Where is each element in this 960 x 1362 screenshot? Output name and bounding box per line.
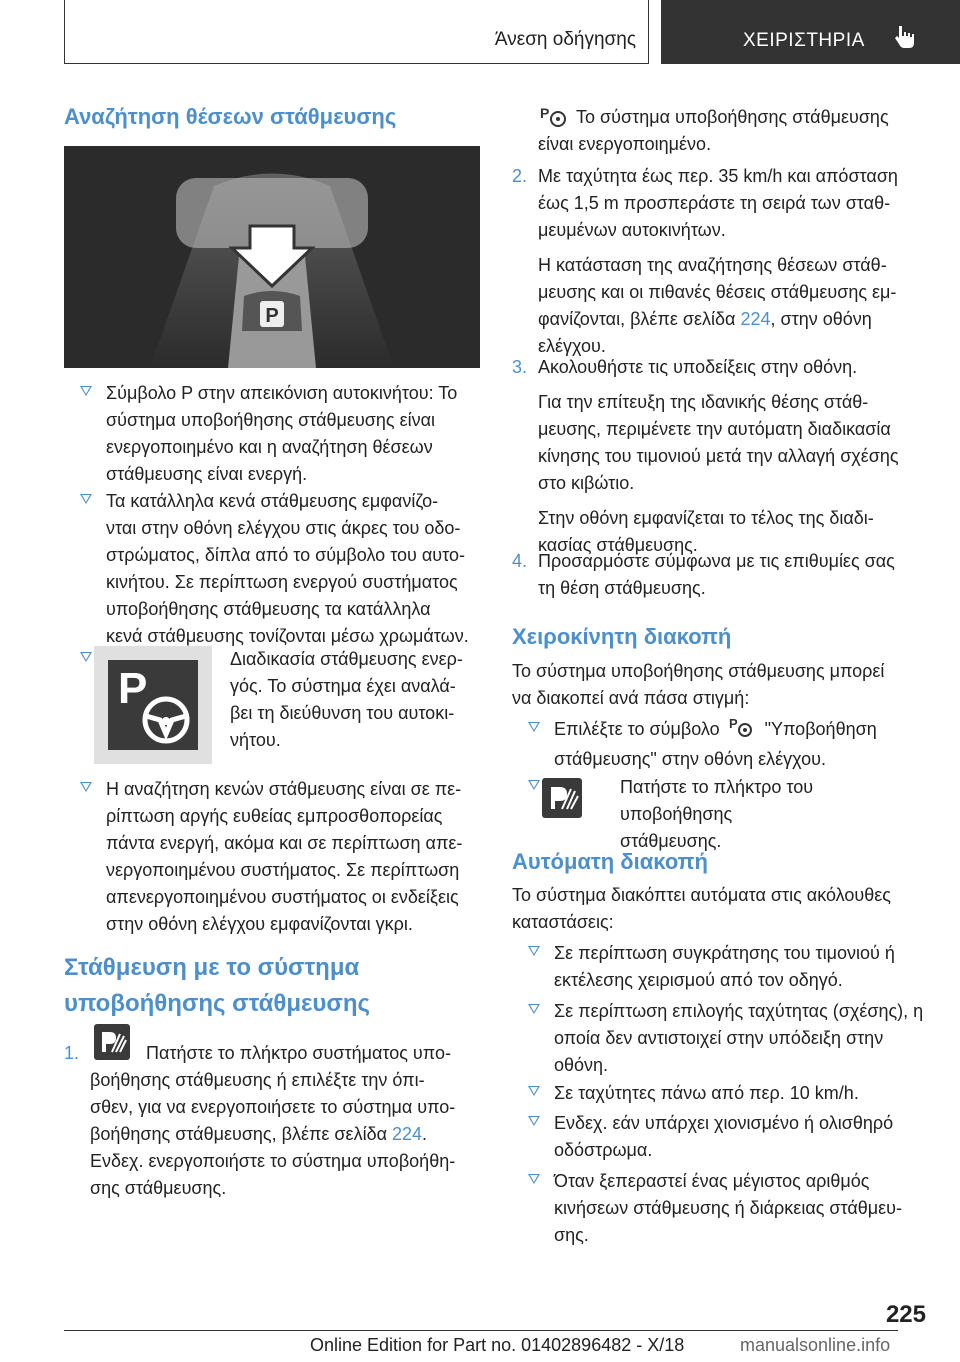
text-line: σύστημα υποβοήθησης στάθμευσης είναι [106, 410, 436, 430]
bullet-triangle-icon [528, 1174, 540, 1184]
bullet-triangle-icon [528, 722, 540, 732]
bullet-triangle-icon [528, 780, 540, 790]
svg-text:P: P [728, 716, 738, 731]
pointing-hand-icon [893, 24, 919, 55]
page-link[interactable]: 224 [392, 1124, 423, 1144]
text-line: Σε ταχύτητες πάνω από περ. 10 km/h. [554, 1083, 859, 1103]
text-line: νται στην οθόνη ελέγχου στις άκρες του οδο- [106, 518, 461, 538]
text-span: βοήθησης στάθμευσης, βλέπε σελίδα [90, 1124, 392, 1144]
text-line: εκτέλεσης χειρισμού από τον οδηγό. [554, 970, 843, 990]
park-assist-steering-icon [94, 646, 212, 764]
text-line: Ενδεχ. ενεργοποιήστε το σύστημα υποβοήθη- [90, 1151, 456, 1171]
text-line: κασίας στάθμευσης. [538, 535, 698, 555]
text-span: Επιλέξτε το σύμβολο [554, 719, 720, 739]
text-line: τη θέση στάθμευσης. [538, 578, 706, 598]
footer-divider [64, 1330, 898, 1331]
text-line: οδόστρωμα. [554, 1140, 653, 1160]
text-line [538, 306, 938, 333]
step-number: 4. [512, 551, 528, 571]
text-span: , στην οθόνη [770, 309, 872, 329]
text-line: Στην οθόνη εμφανίζεται το τέλος της διαδι- [538, 508, 874, 528]
header-section-title: Άνεση οδήγησης [494, 29, 636, 50]
auto-intro [512, 882, 932, 936]
text-line: Τα κατάλληλα κενά στάθμευσης εμφανίζο- [106, 491, 439, 511]
text-span: . [422, 1124, 428, 1144]
text-line: έως 1,5 m προσπεράστε τη σειρά των σταθ- [538, 193, 891, 213]
car-display-illustration [64, 146, 480, 368]
text-line: στάθμευσης" στην οθόνη ελέγχου. [554, 749, 826, 769]
text-line: ελέγχου. [538, 336, 606, 356]
text-line: Σε περίπτωση επιλογής ταχύτητας (σχέσης), η [554, 1001, 924, 1021]
text-line: μευμένων αυτοκινήτων. [538, 220, 726, 240]
footer-watermark: manualsonline.info [740, 1335, 891, 1355]
text-line: είναι ενεργοποιημένο. [538, 134, 712, 154]
step-number: 1. [64, 1043, 80, 1063]
text-line: κίνησης του τιμονιού μετά την αλλαγή σχέσης [538, 446, 899, 466]
heading-line: Στάθμευση με το σύστημα [64, 954, 360, 981]
text-line: πάντα ενεργή, ακόμα και σε περίπτωση απε- [106, 833, 463, 853]
step-1 [64, 1036, 484, 1198]
park-assist-button-icon [94, 1024, 130, 1060]
text-line: στάθμευσης είναι ενεργή. [106, 464, 308, 484]
text-line: νεργοποιημένου συστήματος. Σε περίπτωση [106, 860, 460, 880]
text-line [554, 716, 934, 746]
text-line: στην οθόνη ελέγχου εμφανίζονται γκρι. [106, 914, 413, 934]
text-line: μευσης, περιμένετε την αυτόματη διαδικασία [538, 419, 891, 439]
text-line: Σύμβολο P στην απεικόνιση αυτοκινήτου: Το [106, 383, 458, 403]
text-line: Διαδικασία στάθμευσης ενερ- [230, 649, 463, 669]
text-line: απενεργοποιημένου συστήματος οι ενδείξεις [106, 887, 459, 907]
bullet-triangle-icon [80, 386, 92, 396]
park-p-letter: P [118, 664, 148, 713]
heading-manual-stop: Χειροκίνητη διακοπή [512, 624, 732, 649]
park-assist-button-icon [542, 778, 582, 818]
text-line: Η κατάσταση της αναζήτησης θέσεων στάθ- [538, 255, 887, 275]
text-line: Προσαρμόστε σύμφωνα με τις επιθυμίες σας [538, 551, 895, 571]
bullet-triangle-icon [528, 946, 540, 956]
bullet-triangle-icon [80, 782, 92, 792]
text-line: γός. Το σύστημα έχει αναλά- [230, 676, 456, 696]
header-section-box [64, 0, 649, 64]
text-line: κινήτου. Σε περίπτωση ενεργού συστήματος [106, 572, 458, 592]
text-line: Η αναζήτηση κενών στάθμευσης είναι σε πε- [106, 779, 462, 799]
svg-text:P: P [540, 105, 550, 121]
heading-automatic-stop: Αυτόματη διακοπή [512, 849, 708, 874]
list-item [80, 646, 480, 766]
text-line: ρίπτωση αργής ευθείας εμπροσθοπορείας [106, 806, 443, 826]
bullet-triangle-icon [528, 1086, 540, 1096]
text-span: φανίζονται, βλέπε σελίδα [538, 309, 741, 329]
text-line: στάθμευσης. [620, 831, 722, 851]
text-line: Το σύστημα υποβοήθησης στάθμευσης μπορεί [512, 661, 885, 681]
manual-intro [512, 658, 932, 712]
park-assist-symbol-icon [725, 716, 765, 746]
text-line: Ενδεχ. εάν υπάρχει χιονισμένο ή ολισθηρό [554, 1113, 894, 1133]
bullet-triangle-icon [80, 652, 92, 662]
step-number: 3. [512, 357, 528, 377]
text-line: σης στάθμευσης. [90, 1178, 227, 1198]
text-line: Με ταχύτητα έως περ. 35 km/h και απόσταση [538, 166, 898, 186]
text-line: υποβοήθησης στάθμευσης τα κατάλληλα [106, 599, 431, 619]
text-line: σης. [554, 1225, 589, 1245]
text-line: οθόνη. [554, 1055, 609, 1075]
heading-line: υποβοήθησης στάθμευσης [64, 990, 370, 1017]
text-line: στρώματος, δίπλα από το σύμβολο του αυτο- [106, 545, 466, 565]
text-line: Όταν ξεπεραστεί ένας μέγιστος αριθμός [554, 1171, 870, 1191]
text-span: "Υποβοήθηση [764, 719, 877, 739]
text-line: σθεν, για να ενεργοποιήσετε το σύστημα υπο- [90, 1097, 456, 1117]
list-item [528, 774, 932, 851]
text-line: νήτου. [230, 730, 281, 750]
text-line: κινήσεων στάθμευσης ή διάρκειας στάθμευ- [554, 1198, 903, 1218]
page-link[interactable]: 224 [740, 309, 771, 329]
park-assist-symbol-icon [540, 104, 570, 133]
text-line: Το σύστημα διακόπτει αυτόματα στις ακόλουθες [512, 885, 891, 905]
page-number: 225 [885, 1301, 926, 1328]
text-line: να διακοπεί ανά πάσα στιγμή: [512, 688, 750, 708]
text-line: Πατήστε το πλήκτρο συστήματος υπο- [146, 1043, 451, 1063]
text-line: στο κιβώτιο. [538, 473, 635, 493]
text-line: κενά στάθμευσης τονίζονται μέσω χρωμάτων. [106, 626, 469, 646]
bullet-triangle-icon [528, 1004, 540, 1014]
svg-text:P: P [265, 305, 279, 327]
footer-edition: Online Edition for Part no. 01402896482 - X/18 [310, 1335, 685, 1355]
text-line: Το σύστημα υποβοήθησης στάθμευσης [576, 107, 889, 127]
text-line: Σε περίπτωση συγκράτησης του τιμονιού ή [554, 943, 895, 963]
text-line [90, 1121, 455, 1148]
text-line: Για την επίτευξη της ιδανικής θέσης στάθ- [538, 392, 869, 412]
header-chapter-title: ΧΕΙΡΙΣΤΗΡΙΑ [743, 30, 865, 51]
text-line: Πατήστε το πλήκτρο του υποβοήθησης [620, 777, 814, 824]
step-number: 2. [512, 166, 528, 186]
heading-parking-search: Αναζήτηση θέσεων στάθμευσης [64, 104, 397, 129]
text-line: καταστάσεις: [512, 912, 614, 932]
text-line: Ακολουθήστε τις υποδείξεις στην οθόνη. [538, 357, 858, 377]
text-line: βει τη διεύθυνση του αυτοκι- [230, 703, 455, 723]
header-chapter-tab [661, 0, 960, 64]
heading-parking-with-system [64, 950, 370, 1022]
bullet-triangle-icon [528, 1116, 540, 1126]
text-line: οποία δεν αντιστοιχεί στην υπόδειξη στην [554, 1028, 884, 1048]
text-line: ενεργοποιημένο και η αναζήτηση θέσεων [106, 437, 433, 457]
text-line: βοήθησης στάθμευσης ή επιλέξτε την όπι- [90, 1070, 425, 1090]
text-line: μευσης και οι πιθανές θέσεις στάθμευσης εμ- [538, 282, 897, 302]
bullet-triangle-icon [80, 494, 92, 504]
